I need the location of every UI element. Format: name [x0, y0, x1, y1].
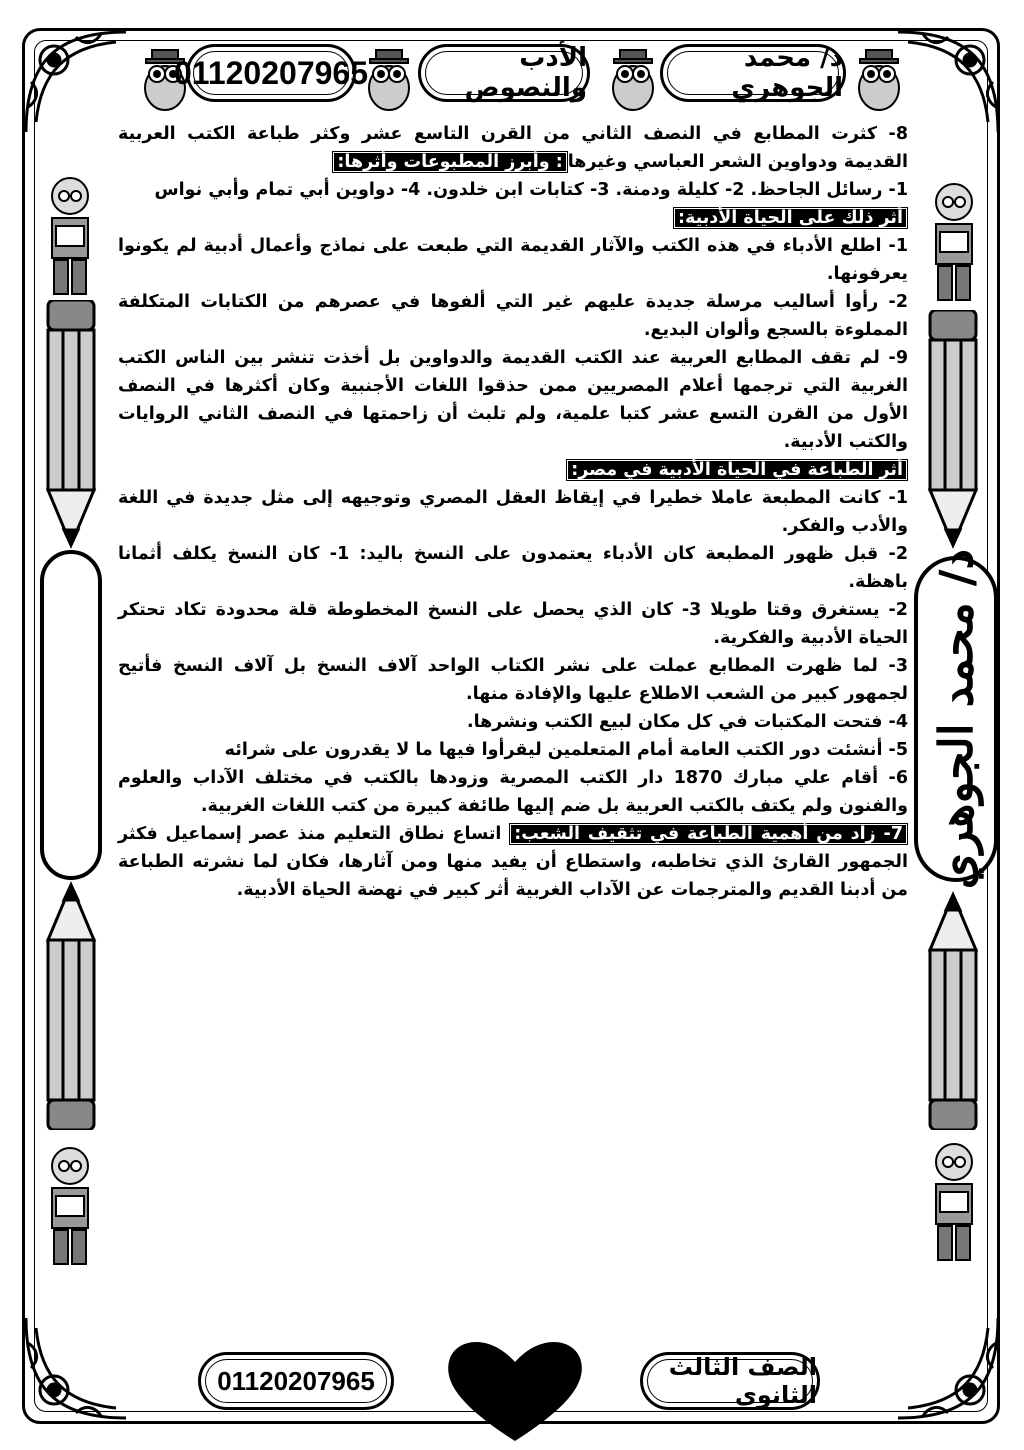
highlight-heading: : وأبرز المطبوعات وأثرها: — [332, 151, 567, 173]
left-blank-oval — [40, 550, 102, 880]
paragraph-text: 8- كثرت المطابع في النصف الثاني من القرن التاسع عشر وكثر طباعة الكتب العربية القديمة ودواوين الشعر العباسي وغيرها — [118, 124, 908, 172]
highlight-heading: 7- زاد من أهمية الطباعة في تثقيف الشعب: — [509, 823, 908, 845]
pencil-icon — [42, 300, 100, 550]
paragraph: 1- كانت المطبعة عاملا خطيرا في إيقاظ العقل المصري وتوجيهه إلى مثل جديدة في اللغة والأدب والفكر. — [118, 488, 908, 536]
header-subject: الأدب والنصوص — [464, 43, 587, 103]
page-number: 4 — [502, 1405, 518, 1435]
paragraph: 2- قبل ظهور المطبعة كان الأدباء يعتمدون على النسخ باليد: 1- كان النسخ يكلف أثمانا باهظة. — [118, 544, 908, 592]
paragraph: 1- اطلع الأدباء في هذه الكتب والآثار القديمة التي طبعت على نماذج وأعمال أدبية لم يكونوا يعرفونها. — [118, 236, 908, 284]
corner-ornament-bottom-left — [16, 1308, 136, 1428]
lesson-content — [118, 120, 908, 904]
child-reading-icon — [924, 176, 984, 306]
highlight-heading: أثر الطباعة في الحياة الأدبية في مصر: — [566, 459, 908, 481]
pencil-icon — [924, 310, 982, 550]
header-subject-pill — [418, 44, 590, 102]
paragraph: 5- أنشئت دور الكتب العامة أمام المتعلمين ليقرأوا فيها ما لا يقدرون على شرائه — [224, 740, 908, 760]
side-name-label: د/ محمد الجوهري — [929, 548, 983, 890]
footer-phone: 01120207965 — [217, 1365, 375, 1396]
child-reading-icon — [40, 170, 100, 300]
owl-figure-icon — [852, 44, 906, 114]
paragraph: 6- أقام علي مبارك 1870 دار الكتب المصرية وزودها بالكتب في مختلف الآداب والعلوم والفنون ولم يكتف بالكتب العربية بل ضم إليها طائفة كبيرة من كتب اللغات الغربية. — [118, 768, 908, 816]
pencil-icon — [42, 880, 100, 1130]
owl-figure-icon — [362, 44, 416, 114]
side-name-oval — [914, 548, 998, 890]
corner-ornament-bottom-right — [888, 1308, 1008, 1428]
child-reading-icon — [924, 1136, 984, 1266]
paragraph: 2- يستغرق وقتا طويلا 3- كان الذي يحصل على النسخ المخطوطة قلة محدودة تكاد تحتكر الحياة الأدبية والفكرية. — [118, 600, 908, 648]
header-phone: 01120207965 — [174, 54, 368, 91]
child-reading-icon — [40, 1140, 100, 1270]
section-heading — [118, 204, 908, 232]
paragraph: 1- رسائل الجاحظ. 2- كليلة ودمنة. 3- كتابات ابن خلدون. 4- دواوين أبي تمام وأبي نواس — [154, 180, 908, 200]
paragraph: 2- رأوا أساليب مرسلة جديدة عليهم غير التي ألفوها في عصرهم من الكتابات المتكلفة المملوءة بالسجع وألوان البديع. — [118, 292, 908, 340]
owl-figure-icon — [606, 44, 660, 114]
paragraph: 3- لما ظهرت المطابع عملت على نشر الكتاب الواحد آلاف النسخ بل آلاف النسخ فأتيح لجمهور كبير من الشعب الاطلاع عليها والإفادة منها. — [118, 656, 908, 704]
paragraph — [118, 820, 908, 904]
paragraph: 9- لم تقف المطابع العربية عند الكتب القديمة والدواوين بل أخذت تنشر بين الناس الكتب الغربية التي ترجمها أعلام المصريين ممن حذقوا اللغات الأجنبية وكان أكثرها في النصف الأول من القرن التسع عشر كتبا علمية، ولم تلبث أن زاحمتها في النصف الثاني الروايات والكتب الأدبية. — [118, 348, 908, 452]
paragraph — [118, 120, 908, 176]
paragraph: 4- فتحت المكتبات في كل مكان لبيع الكتب ونشرها. — [466, 712, 908, 732]
header-phone-pill — [174, 44, 368, 102]
highlight-heading: أثر ذلك على الحياة الأدبية: — [673, 207, 908, 229]
paragraph-text: اتساع نطاق التعليم منذ عصر إسماعيل فكثر الجمهور القارئ الذي تخاطبه، واستطاع أن يفيد منها ومن آثارها، فكان لما نشرته الطباعة من أدبنا القديم والمترجمات عن الآداب الغربية أثر كبير في نهضة الحياة الأدبية. — [118, 824, 908, 900]
header-teacher-pill — [660, 44, 846, 102]
footer-grade-pill — [640, 1352, 820, 1410]
footer-grade: الصف الثالث الثانوي — [668, 1353, 817, 1409]
header-teacher: د/ محمد الجوهري — [731, 43, 843, 103]
section-heading — [118, 456, 908, 484]
footer-phone-pill — [198, 1352, 394, 1410]
pencil-icon — [924, 890, 982, 1130]
